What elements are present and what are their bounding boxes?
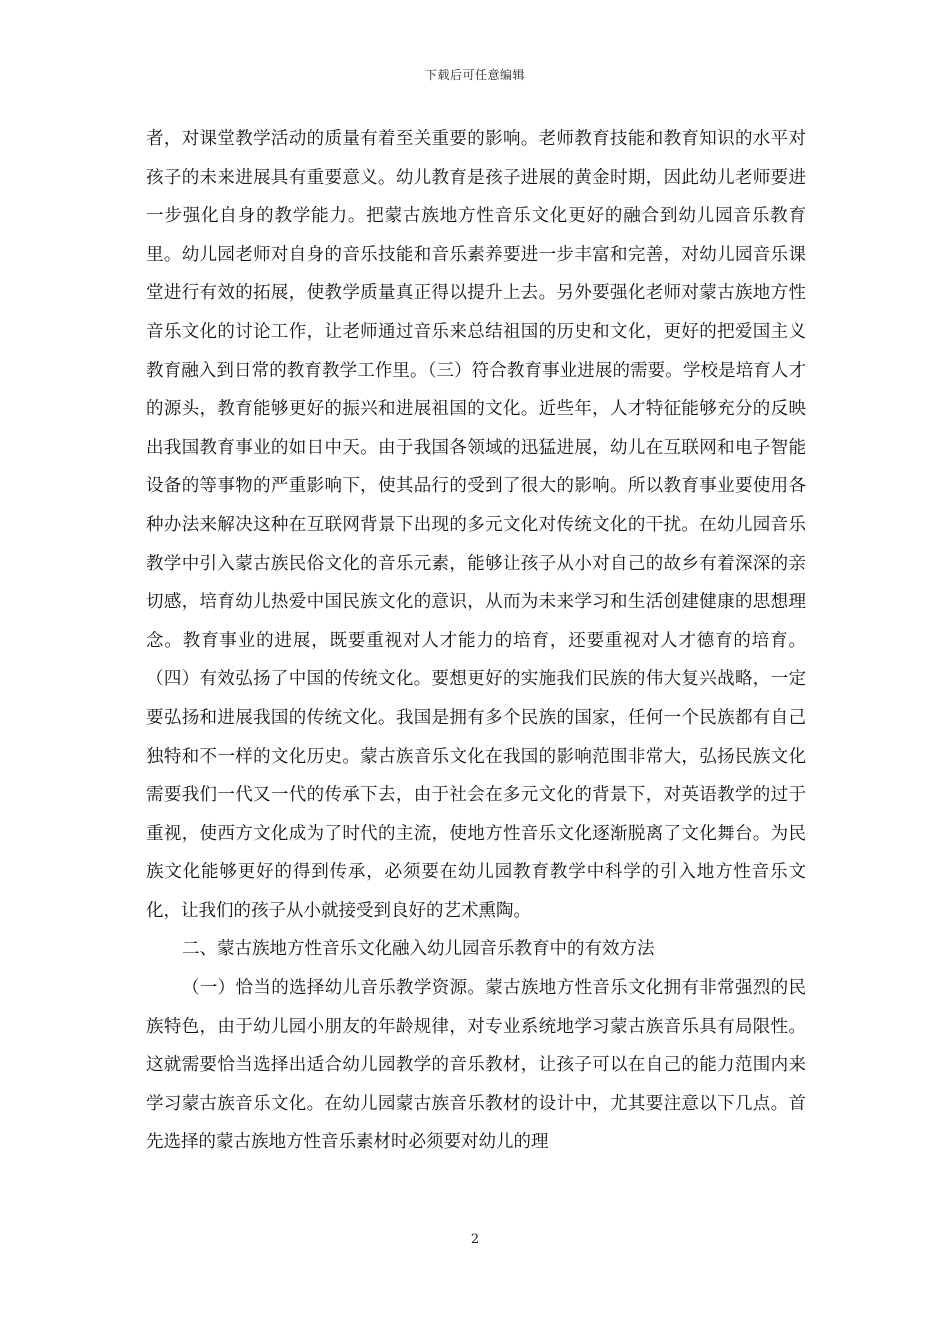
page-number: 2 bbox=[470, 1232, 480, 1247]
document-body bbox=[146, 120, 806, 1162]
section-heading: 二、蒙古族地方性音乐文化融入幼儿园音乐教育中的有效方法 bbox=[182, 939, 655, 960]
body-paragraph-2: （一）恰当的选择幼儿音乐教学资源。蒙古族地方性音乐文化拥有非常强烈的民族特色，由于幼儿园小朋友的年龄规律，对专业系统地学习蒙古族音乐具有局限性。这就需要恰当选择出适合幼儿园教学的音乐教材，让孩子可以在自己的能力范围内来学习蒙古族音乐文化。在幼儿园蒙古族音乐教材的设计中，尤其要注意以下几点。首先选择的蒙古族地方性音乐素材时必须要对幼儿的理 bbox=[146, 978, 806, 1153]
page-header: 下载后可任意编辑 bbox=[424, 68, 525, 82]
body-paragraph-1: 者，对课堂教学活动的质量有着至关重要的影响。老师教育技能和教育知识的水平对孩子的未来进展具有重要意义。幼儿教育是孩子进展的黄金时期，因此幼儿老师要进一步强化自身的教学能力。把蒙古族地方性音乐文化更好的融合到幼儿园音乐教育里。幼儿园老师对自身的音乐技能和音乐素养要进一步丰富和完善，对幼儿园音乐课堂进行有效的拓展，使教学质量真正得以提升上去。另外要强化老师对蒙古族地方性音乐文化的讨论工作，让老师通过音乐来总结祖国的历史和文化，更好的把爱国主义教育融入到日常的教育教学工作里。（三）符合教育事业进展的需要。学校是培育人才的源头，教育能够更好的振兴和进展祖国的文化。近些年，人才特征能够充分的反映出我国教育事业的如日中天。由于我国各领域的迅猛进展，幼儿在互联网和电子智能设备的等事物的严重影响下，使其品行的受到了很大的影响。所以教育事业要使用各种办法来解决这种在互联网背景下出现的多元文化对传统文化的干扰。在幼儿园音乐教学中引入蒙古族民俗文化的音乐元素，能够让孩子从小对自己的故乡有着深深的亲切感，培育幼儿热爱中国民族文化的意识，从而为未来学习和生活创建健康的思想理念。教育事业的进展，既要重视对人才能力的培育，还要重视对人才德育的培育。（四）有效弘扬了中国的传统文化。要想更好的实施我们民族的伟大复兴战略，一定要弘扬和进展我国的传统文化。我国是拥有多个民族的国家，任何一个民族都有自己独特和不一样的文化历史。蒙古族音乐文化在我国的影响范围非常大，弘扬民族文化需要我们一代又一代的传承下去，由于社会在多元文化的背景下，对英语教学的过于重视，使西方文化成为了时代的主流，使地方性音乐文化逐渐脱离了文化舞台。为民族文化能够更好的得到传承，必须要在幼儿园教育教学中科学的引入地方性音乐文化，让我们的孩子从小就接受到良好的艺术熏陶。 bbox=[146, 129, 806, 921]
